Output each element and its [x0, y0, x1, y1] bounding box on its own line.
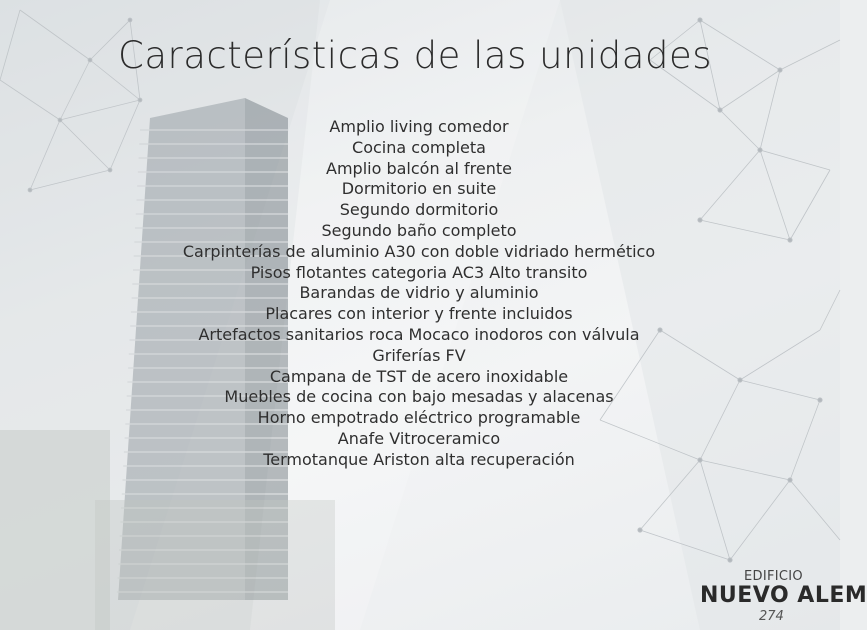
- list-item: Carpinterías de aluminio A30 con doble vidriado hermético: [182, 241, 656, 261]
- brand-name: NUEVO ALEM: [700, 583, 867, 608]
- list-item: Placares con interior y frente incluidos: [265, 304, 573, 324]
- brand-number: 274: [759, 609, 784, 624]
- list-item: Cocina completa: [352, 137, 486, 157]
- list-item: Segundo dormitorio: [339, 200, 499, 220]
- list-item: Muebles de cocina con bajo mesadas y alacenas: [224, 387, 614, 407]
- list-item: Amplio living comedor: [329, 117, 509, 136]
- brand-logo: [700, 566, 867, 630]
- list-item: Campana de TST de acero inoxidable: [269, 366, 569, 386]
- list-item: Dormitorio en suite: [341, 179, 497, 199]
- list-item: Amplio balcón al frente: [326, 158, 512, 178]
- list-item: Termotanque Ariston alta recuperación: [263, 449, 575, 469]
- list-item: Artefactos sanitarios roca Mocaco inodoros con válvula: [198, 324, 640, 344]
- list-item: Griferías FV: [372, 345, 466, 365]
- list-item: Anafe Vitroceramico: [337, 428, 501, 448]
- brand-superscript: EDIFICIO: [744, 569, 803, 584]
- list-item: Segundo baño completo: [321, 220, 517, 240]
- list-item: Barandas de vidrio y aluminio: [299, 283, 539, 303]
- list-item: Horno empotrado eléctrico programable: [257, 408, 581, 428]
- list-item: Pisos flotantes categoria AC3 Alto transito: [250, 262, 588, 282]
- features-list: [0, 117, 838, 471]
- page-title: Características de las unidades: [118, 34, 712, 77]
